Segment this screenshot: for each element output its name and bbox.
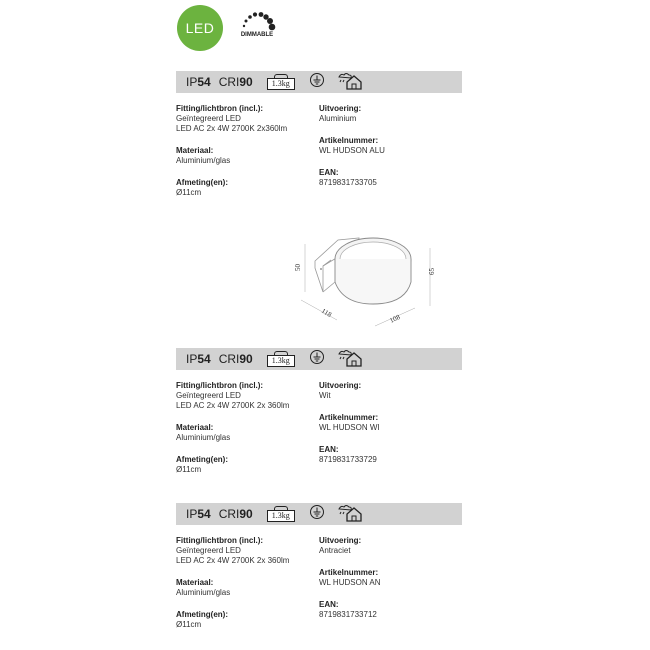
ean-label: EAN: [319, 445, 339, 454]
earth-ground-icon [309, 72, 325, 93]
fitting-label: Fitting/lichtbron (incl.): [176, 381, 264, 390]
outdoor-house-icon [337, 502, 363, 527]
fitting-label: Fitting/lichtbron (incl.): [176, 104, 264, 113]
fitting-value-line1: Geïntegreerd LED [176, 546, 241, 555]
ip-rating: IP54 [186, 507, 211, 521]
dim-depth: 118 [320, 306, 333, 319]
cri-rating: CRI90 [218, 352, 253, 366]
technical-drawing [293, 228, 443, 340]
spec-bar [176, 348, 462, 370]
outdoor-house-icon [337, 70, 363, 95]
dim-height-total: 65 [428, 268, 436, 275]
ean-label: EAN: [319, 600, 339, 609]
weight-icon: 1.3kg [265, 351, 297, 367]
afmeting-value: Ø11cm [176, 188, 202, 197]
uitvoering-value: Antraciet [319, 546, 351, 555]
earth-ground-icon [309, 349, 325, 370]
ip-rating: IP54 [186, 75, 211, 89]
cri-rating: CRI90 [218, 507, 253, 521]
dimmable-icon [236, 10, 278, 44]
uitvoering-value: Aluminium [319, 114, 357, 123]
fitting-value-line1: Geïntegreerd LED [176, 391, 241, 400]
materiaal-value: Aluminium/glas [176, 588, 231, 597]
ean-value: 8719831733712 [319, 610, 377, 619]
fitting-value-line1: Geïntegreerd LED [176, 114, 241, 123]
uitvoering-label: Uitvoering: [319, 381, 362, 390]
fitting-value-line2: LED AC 2x 4W 2700K 2x 360lm [176, 401, 290, 410]
ean-value: 8719831733729 [319, 455, 377, 464]
earth-ground-icon [309, 504, 325, 525]
materiaal-label: Materiaal: [176, 423, 214, 432]
afmeting-value: Ø11cm [176, 465, 202, 474]
materiaal-value: Aluminium/glas [176, 433, 231, 442]
outdoor-house-icon [337, 347, 363, 372]
artikelnummer-value: WL HUDSON AN [319, 578, 381, 587]
afmeting-label: Afmeting(en): [176, 178, 228, 187]
fitting-value-line2: LED AC 2x 4W 2700K 2x360lm [176, 124, 288, 133]
led-badge: LED [177, 5, 223, 51]
afmeting-label: Afmeting(en): [176, 455, 228, 464]
afmeting-value: Ø11cm [176, 620, 202, 629]
cri-rating: CRI90 [218, 75, 253, 89]
afmeting-label: Afmeting(en): [176, 610, 228, 619]
materiaal-label: Materiaal: [176, 146, 214, 155]
artikelnummer-label: Artikelnummer: [319, 413, 379, 422]
fitting-value-line2: LED AC 2x 4W 2700K 2x 360lm [176, 556, 290, 565]
artikelnummer-value: WL HUDSON ALU [319, 146, 385, 155]
spec-bar [176, 503, 462, 525]
artikelnummer-label: Artikelnummer: [319, 136, 379, 145]
artikelnummer-label: Artikelnummer: [319, 568, 379, 577]
ean-label: EAN: [319, 168, 339, 177]
weight-icon: 1.3kg [265, 74, 297, 90]
materiaal-label: Materiaal: [176, 578, 214, 587]
dimmable-label: DIMMABLE [240, 32, 274, 38]
uitvoering-label: Uitvoering: [319, 536, 362, 545]
ean-value: 8719831733705 [319, 178, 377, 187]
fitting-label: Fitting/lichtbron (incl.): [176, 536, 264, 545]
uitvoering-value: Wit [319, 391, 331, 400]
ip-rating: IP54 [186, 352, 211, 366]
weight-icon: 1.3kg [265, 506, 297, 522]
artikelnummer-value: WL HUDSON WI [319, 423, 380, 432]
uitvoering-label: Uitvoering: [319, 104, 362, 113]
dim-diameter: 108 [388, 313, 402, 325]
materiaal-value: Aluminium/glas [176, 156, 231, 165]
spec-bar [176, 71, 462, 93]
dim-height-inner: 50 [294, 264, 302, 271]
